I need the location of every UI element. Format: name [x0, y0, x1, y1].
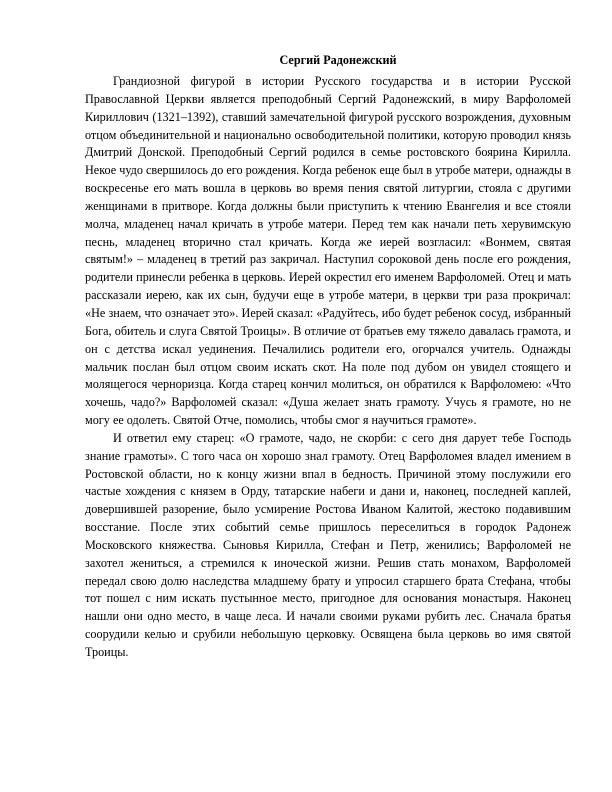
- document-title: Сергий Радонежский: [279, 53, 397, 67]
- paragraph-1: Грандиозной фигурой в истории Русского государства и в истории Русской Православной Церкви является преподобный Сергий Радонежский, в миру Варфоломей Кириллович (1321–1392), ставший замечательной фигурой русского возрождения, духовным отцом объединительной и национально освободительной политики, которую проводил князь Дмитрий Донской. Преподобный Сергий родился в семье ростовского боярина Кирилла. Некое чудо свершилось до его рождения. Когда ребенок еще был в утробе матери, однажды в воскресенье его мать вошла в церковь во время пения святой литургии, стояла с другими женщинами в притворе. Когда должны были приступить к чтению Евангелия и все стояли молча, младенец начал кричать в утробе матери. Перед тем как начали петь херувимскую песнь, младенец вторично стал кричать. Когда же иерей возгласил: «Вонмем, святая святым!» – младенец в третий раз закричал. Наступил сороковой день после его рождения, родители принесли ребенка в церковь. Иерей окрестил его именем Варфоломей. Отец и мать рассказали иерею, как их сын, будучи еще в утробе матери, в церкви три раза прокричал: «Не знаем, что означает это». Иерей сказал: «Радуйтесь, ибо будет ребенок сосуд, избранный Бога, обитель и слуга Святой Троицы». В отличие от братьев ему тяжело давалась грамота, и он с детства искал уединения. Печалились родители его, огорчался учитель. Однажды мальчик послан был отцом своим искать скот. На поле под дубом он увидел стоящего и молящегося черноризца. Когда старец кончил молиться, он обратился к Варфоломею: «Что хочешь, чадо?» Варфоломей сказал: «Душа желает знать грамоту. Учусь я грамоте, но не могу ее одолеть. Святой Отче, помолись, чтобы смог я научиться грамоте».: [85, 74, 571, 428]
- paragraph-2: И ответил ему старец: «О грамоте, чадо, не скорби: с сего дня дарует тебе Господь знание грамоты». С того часа он хорошо знал грамоту. Отец Варфоломея владел имением в Ростовской области, но к концу жизни впал в бедность. Причиной этому послужили его частые хождения с князем в Орду, татарские набеги и дани и, наконец, последней каплей, довершившей разорение, было усмирение Ростова Иваном Калитой, жестоко подавившим восстание. После этих событий семье пришлось переселиться в городок Радонеж Московского княжества. Сыновья Кирилла, Стефан и Петр, женились; Варфоломей не захотел жениться, а стремился к иноческой жизни. Решив стать монахом, Варфоломей передал свою долю наследства младшему брату и упросил старшего брата Стефана, чтобы тот пошел с ним искать пустынное место, пригодное для основания монастыря. Наконец нашли они одно место, в чаще леса. И начали своими руками рубить лес. Сначала братья соорудили келью и срубили небольшую церковку. Освящена была церковь во имя святой Троицы.: [85, 430, 571, 659]
- document-page: [85, 52, 571, 662]
